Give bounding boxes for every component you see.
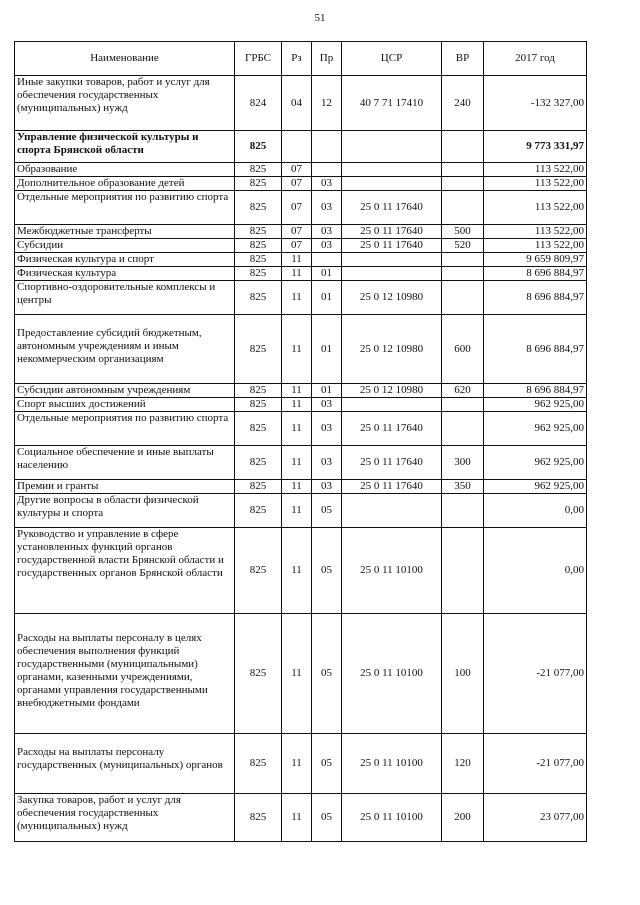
row-name: Закупка товаров, работ и услуг для обеспечения государственных (муниципальных) нужд xyxy=(15,794,235,842)
table-row xyxy=(15,177,587,191)
row-rz: 07 xyxy=(282,225,312,239)
row-grbs: 825 xyxy=(235,191,282,225)
row-amount: 0,00 xyxy=(484,494,587,528)
header-rz: Рз xyxy=(282,42,312,76)
row-name: Расходы на выплаты персоналу в целях обеспечения выполнения функций государственными (муниципальными) органами, казенными учреждениями, органами управления государственными внебюджетными фондами xyxy=(15,614,235,734)
row-name: Межбюджетные трансферты xyxy=(15,225,235,239)
row-rz: 11 xyxy=(282,384,312,398)
row-amount: 8 696 884,97 xyxy=(484,315,587,384)
row-csr: 25 0 11 17640 xyxy=(342,239,442,253)
row-vr: 520 xyxy=(442,239,484,253)
row-grbs: 825 xyxy=(235,131,282,163)
row-csr: 25 0 11 10100 xyxy=(342,528,442,614)
table-row xyxy=(15,480,587,494)
row-name: Управление физической культуры и спорта Брянской области xyxy=(15,131,235,163)
row-pr: 01 xyxy=(312,315,342,384)
row-vr: 600 xyxy=(442,315,484,384)
row-grbs: 825 xyxy=(235,494,282,528)
row-csr xyxy=(342,131,442,163)
row-vr: 300 xyxy=(442,446,484,480)
table-row xyxy=(15,384,587,398)
row-vr: 120 xyxy=(442,734,484,794)
row-pr: 01 xyxy=(312,281,342,315)
row-vr xyxy=(442,412,484,446)
row-vr xyxy=(442,281,484,315)
row-grbs: 825 xyxy=(235,528,282,614)
table-row xyxy=(15,734,587,794)
row-csr: 25 0 11 17640 xyxy=(342,191,442,225)
table-row xyxy=(15,131,587,163)
table-row xyxy=(15,614,587,734)
row-name: Другие вопросы в области физической культуры и спорта xyxy=(15,494,235,528)
row-rz: 11 xyxy=(282,281,312,315)
table-row xyxy=(15,253,587,267)
row-csr: 25 0 12 10980 xyxy=(342,281,442,315)
row-name: Субсидии xyxy=(15,239,235,253)
row-rz: 07 xyxy=(282,239,312,253)
table-row xyxy=(15,163,587,177)
header-csr: ЦСР xyxy=(342,42,442,76)
table-row xyxy=(15,528,587,614)
row-amount: 8 696 884,97 xyxy=(484,281,587,315)
row-grbs: 825 xyxy=(235,384,282,398)
row-name: Премии и гранты xyxy=(15,480,235,494)
row-vr xyxy=(442,267,484,281)
row-rz: 11 xyxy=(282,446,312,480)
row-vr: 200 xyxy=(442,794,484,842)
row-csr: 25 0 11 10100 xyxy=(342,614,442,734)
row-pr: 03 xyxy=(312,398,342,412)
row-amount: 0,00 xyxy=(484,528,587,614)
table-row xyxy=(15,191,587,225)
row-csr: 25 0 11 17640 xyxy=(342,480,442,494)
row-rz: 11 xyxy=(282,412,312,446)
row-pr: 03 xyxy=(312,446,342,480)
header-grbs: ГРБС xyxy=(235,42,282,76)
row-amount: -21 077,00 xyxy=(484,614,587,734)
row-grbs: 825 xyxy=(235,614,282,734)
row-amount: 962 925,00 xyxy=(484,412,587,446)
row-grbs: 825 xyxy=(235,734,282,794)
row-name: Руководство и управление в сфере установленных функций органов государственной власти Брянской области и государственных органов Брянской области xyxy=(15,528,235,614)
row-amount: 9 659 809,97 xyxy=(484,253,587,267)
row-pr: 03 xyxy=(312,480,342,494)
row-grbs: 825 xyxy=(235,446,282,480)
row-vr xyxy=(442,163,484,177)
row-pr: 05 xyxy=(312,734,342,794)
row-amount: 9 773 331,97 xyxy=(484,131,587,163)
row-rz: 11 xyxy=(282,794,312,842)
row-vr xyxy=(442,177,484,191)
row-pr: 03 xyxy=(312,225,342,239)
row-rz: 07 xyxy=(282,163,312,177)
row-name: Физическая культура и спорт xyxy=(15,253,235,267)
row-grbs: 825 xyxy=(235,225,282,239)
row-csr: 40 7 71 17410 xyxy=(342,76,442,131)
table-row xyxy=(15,494,587,528)
row-pr: 12 xyxy=(312,76,342,131)
row-rz: 11 xyxy=(282,614,312,734)
header-name: Наименование xyxy=(15,42,235,76)
row-name: Дополнительное образование детей xyxy=(15,177,235,191)
row-rz: 11 xyxy=(282,480,312,494)
row-name: Отдельные мероприятия по развитию спорта xyxy=(15,191,235,225)
row-name: Субсидии автономным учреждениям xyxy=(15,384,235,398)
row-amount: -21 077,00 xyxy=(484,734,587,794)
row-csr xyxy=(342,398,442,412)
row-amount: 113 522,00 xyxy=(484,225,587,239)
row-amount: 23 077,00 xyxy=(484,794,587,842)
row-vr: 100 xyxy=(442,614,484,734)
row-pr: 05 xyxy=(312,794,342,842)
table-row xyxy=(15,315,587,384)
row-amount: 8 696 884,97 xyxy=(484,267,587,281)
row-pr: 03 xyxy=(312,412,342,446)
page-number: 51 xyxy=(314,12,326,24)
row-rz: 07 xyxy=(282,177,312,191)
row-grbs: 825 xyxy=(235,163,282,177)
row-rz: 11 xyxy=(282,267,312,281)
row-csr: 25 0 12 10980 xyxy=(342,384,442,398)
row-csr xyxy=(342,163,442,177)
row-amount: 113 522,00 xyxy=(484,163,587,177)
row-vr xyxy=(442,191,484,225)
row-csr: 25 0 11 10100 xyxy=(342,734,442,794)
row-grbs: 825 xyxy=(235,253,282,267)
row-grbs: 825 xyxy=(235,267,282,281)
row-csr: 25 0 12 10980 xyxy=(342,315,442,384)
row-name: Предоставление субсидий бюджетным, автономным учреждениям и иным некоммерческим организациям xyxy=(15,315,235,384)
row-pr xyxy=(312,131,342,163)
header-amount: 2017 год xyxy=(484,42,587,76)
row-name: Отдельные мероприятия по развитию спорта xyxy=(15,412,235,446)
row-name: Образование xyxy=(15,163,235,177)
row-grbs: 824 xyxy=(235,76,282,131)
row-vr: 350 xyxy=(442,480,484,494)
row-name: Спорт высших достижений xyxy=(15,398,235,412)
row-vr xyxy=(442,398,484,412)
row-grbs: 825 xyxy=(235,398,282,412)
row-rz: 11 xyxy=(282,734,312,794)
row-vr: 500 xyxy=(442,225,484,239)
row-grbs: 825 xyxy=(235,315,282,384)
budget-table xyxy=(14,41,587,842)
row-csr xyxy=(342,494,442,528)
row-name: Спортивно-оздоровительные комплексы и центры xyxy=(15,281,235,315)
row-csr xyxy=(342,177,442,191)
row-pr: 01 xyxy=(312,267,342,281)
row-pr xyxy=(312,253,342,267)
header-pr: Пр xyxy=(312,42,342,76)
row-rz: 11 xyxy=(282,528,312,614)
table-row xyxy=(15,267,587,281)
row-csr: 25 0 11 17640 xyxy=(342,446,442,480)
row-pr: 03 xyxy=(312,191,342,225)
row-amount: 962 925,00 xyxy=(484,398,587,412)
row-csr xyxy=(342,267,442,281)
row-pr: 01 xyxy=(312,384,342,398)
row-pr: 05 xyxy=(312,614,342,734)
row-vr xyxy=(442,253,484,267)
row-pr xyxy=(312,163,342,177)
row-rz: 07 xyxy=(282,191,312,225)
table-row xyxy=(15,794,587,842)
row-amount: 962 925,00 xyxy=(484,480,587,494)
row-csr xyxy=(342,253,442,267)
row-amount: 113 522,00 xyxy=(484,177,587,191)
table-row xyxy=(15,76,587,131)
row-amount: 113 522,00 xyxy=(484,191,587,225)
row-rz: 11 xyxy=(282,494,312,528)
row-csr: 25 0 11 17640 xyxy=(342,412,442,446)
row-grbs: 825 xyxy=(235,794,282,842)
row-pr: 03 xyxy=(312,177,342,191)
row-pr: 03 xyxy=(312,239,342,253)
row-amount: -132 327,00 xyxy=(484,76,587,131)
row-grbs: 825 xyxy=(235,480,282,494)
row-grbs: 825 xyxy=(235,412,282,446)
row-grbs: 825 xyxy=(235,239,282,253)
table-header-row xyxy=(15,42,587,76)
table-row xyxy=(15,281,587,315)
row-rz: 11 xyxy=(282,253,312,267)
table-row xyxy=(15,398,587,412)
row-name: Физическая культура xyxy=(15,267,235,281)
row-pr: 05 xyxy=(312,494,342,528)
table-row xyxy=(15,412,587,446)
row-amount: 8 696 884,97 xyxy=(484,384,587,398)
row-pr: 05 xyxy=(312,528,342,614)
row-name: Иные закупки товаров, работ и услуг для обеспечения государственных (муниципальных) нужд xyxy=(15,76,235,131)
header-vr: ВР xyxy=(442,42,484,76)
row-rz: 11 xyxy=(282,315,312,384)
row-rz xyxy=(282,131,312,163)
row-name: Расходы на выплаты персоналу государственных (муниципальных) органов xyxy=(15,734,235,794)
row-csr: 25 0 11 10100 xyxy=(342,794,442,842)
row-name: Социальное обеспечение и иные выплаты населению xyxy=(15,446,235,480)
row-vr xyxy=(442,131,484,163)
row-amount: 113 522,00 xyxy=(484,239,587,253)
row-grbs: 825 xyxy=(235,281,282,315)
row-vr: 240 xyxy=(442,76,484,131)
row-amount: 962 925,00 xyxy=(484,446,587,480)
row-rz: 11 xyxy=(282,398,312,412)
row-grbs: 825 xyxy=(235,177,282,191)
row-csr: 25 0 11 17640 xyxy=(342,225,442,239)
table-row xyxy=(15,239,587,253)
row-vr xyxy=(442,528,484,614)
table-row xyxy=(15,225,587,239)
row-rz: 04 xyxy=(282,76,312,131)
row-vr: 620 xyxy=(442,384,484,398)
table-row xyxy=(15,446,587,480)
row-vr xyxy=(442,494,484,528)
